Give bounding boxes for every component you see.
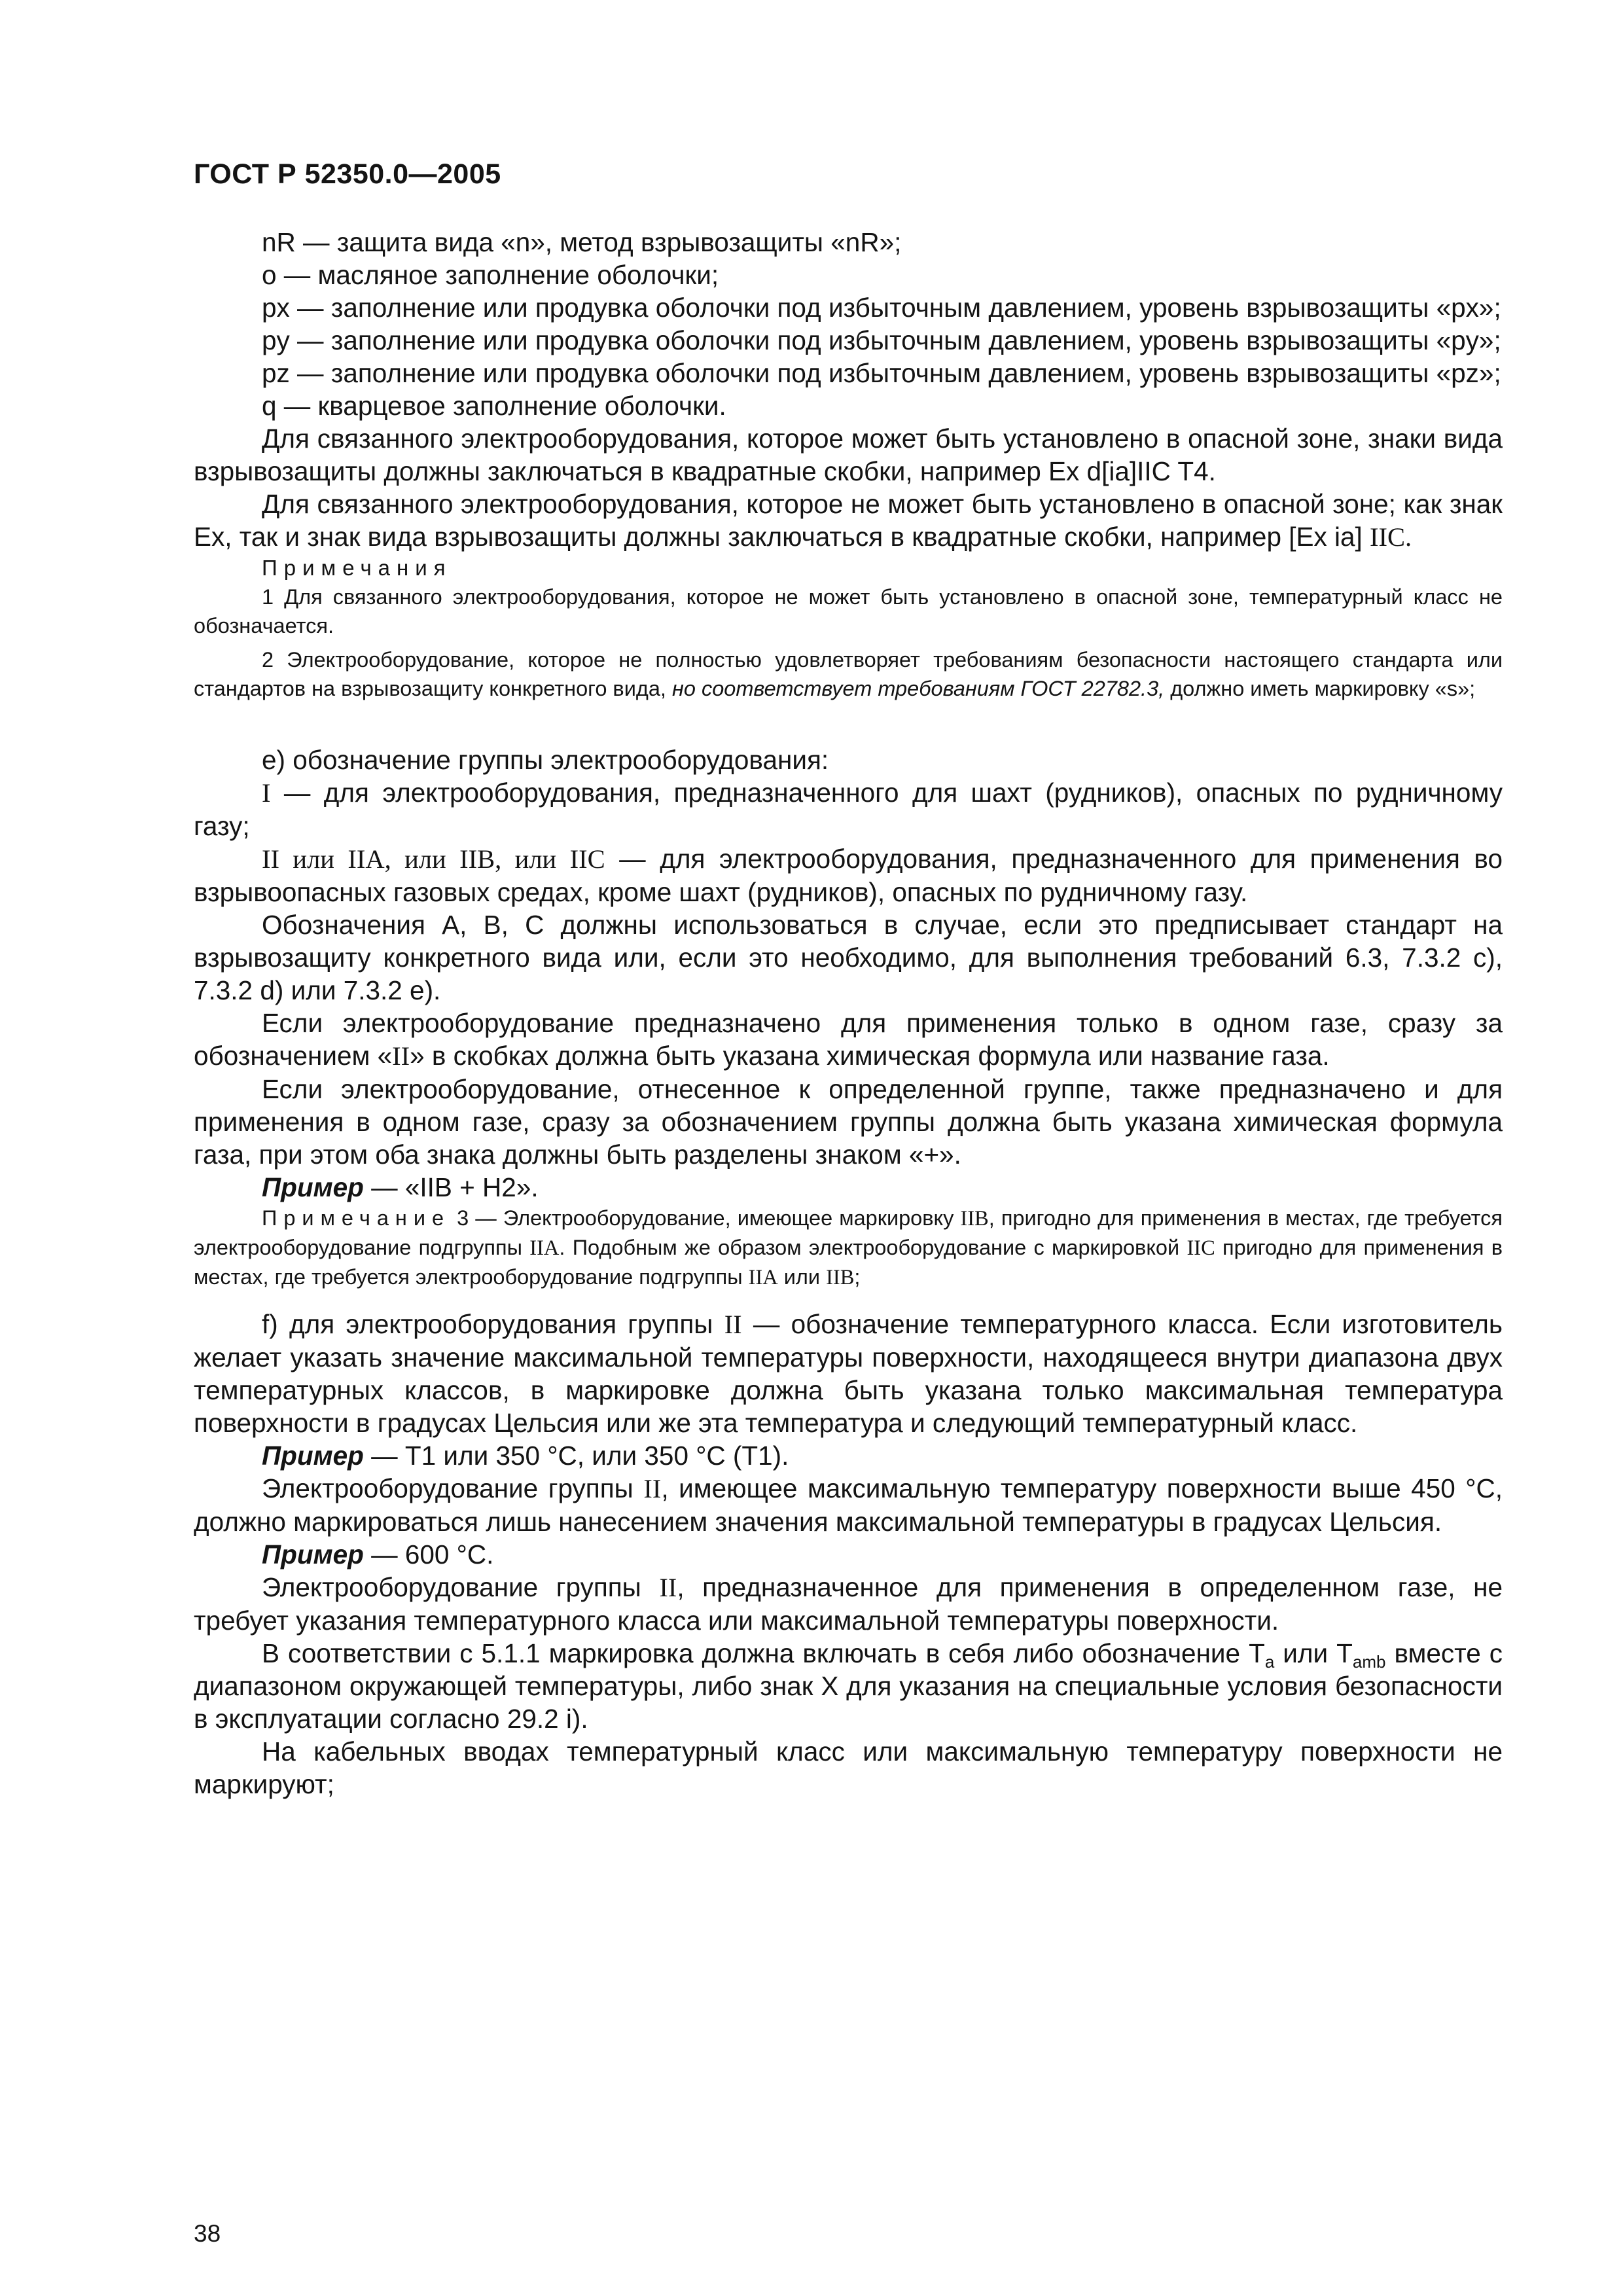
text-span: 2 Электрооборудование, которое не полностью удовлетворяет требованиям безопасности настоящего стандарта или стандартов на взрывозащиту конкретного вида, [194, 648, 1503, 700]
text-span: — «IIB + H2». [363, 1172, 539, 1202]
notes-heading: Примечания [262, 556, 452, 580]
text-span: — для электрооборудования, предназначенного для шахт (рудников), опасных по рудничному газу; [194, 778, 1503, 841]
example-temperature-class [194, 1439, 1503, 1472]
text-span: В соответствии с 5.1.1 маркировка должна включать в себя либо обозначение Т [262, 1638, 1265, 1668]
example-label: Пример [262, 1441, 364, 1471]
item-f-temperature-class [194, 1308, 1503, 1439]
group-I-definition [194, 776, 1503, 842]
text-span: Электрооборудование группы [262, 1572, 660, 1602]
document-header: ГОСТ Р 52350.0—2005 [194, 158, 501, 190]
paragraph-associated-nonhazardous [194, 488, 1503, 554]
text-span: 3 — Электрооборудование, имеющее маркировку [450, 1206, 961, 1230]
paragraph-abc-designations: Обозначения А, В, С должны использоваться в случае, если это предписывает стандарт на взрывозащиту конкретного вида или, если это необходимо, для выполнения требований 6.3, 7.3.2 с), 7.3.2 d) или 7.3.2 е). [194, 910, 1503, 1005]
note-1: 1 Для связанного электрооборудования, которое не может быть установлено в опасной зоне, температурный класс не обозначается. [194, 585, 1503, 637]
page-content [194, 226, 1503, 1801]
text-span: — для электрооборудования, предназначенного для применения во взрывоопасных газовых средах, кроме шахт (рудников), опасных по рудничному газу. [194, 844, 1503, 907]
text-span: вместе с диапазоном окружающей температуры, либо знак X для указания на специальные условия безопасности в эксплуатации согласно 29.2 i). [194, 1638, 1503, 1734]
text-span: должно иметь маркировку «s»; [1170, 677, 1476, 700]
paragraph-above-450 [194, 1472, 1503, 1538]
marking-q: q — кварцевое заполнение оболочки. [262, 391, 726, 421]
group-symbol: II [659, 1573, 677, 1602]
text-span: — обозначение температурного класса. Если изготовитель желает указать значение максимальной температуры поверхности, находящееся внутри диапазона двух температурных классов, в маркировке должна быть указана только максимальная температура поверхности в градусах Цельсия или же эта температура и следующий температурный класс. [194, 1309, 1503, 1438]
text-span: , предназначенное для применения в определенном газе, не требует указания температурного класса или максимальной температуры поверхности. [194, 1572, 1503, 1636]
paragraph-ambient-temperature [194, 1637, 1503, 1735]
marking-py: py — заполнение или продувка оболочки под избыточным давлением, уровень взрывозащиты «py»; [262, 325, 1501, 355]
text-span: — Т1 или 350 °С, или 350 °С (Т1). [363, 1441, 789, 1471]
text-span: , имеющее максимальную температуру поверхности выше 450 °С, должно маркироваться лишь нанесением значения максимальной температуры в градусах Цельсия. [194, 1473, 1503, 1537]
marking-o: o — масляное заполнение оболочки; [262, 260, 719, 290]
text-span: , пригодно для применения в местах, где требуется электрооборудование подгруппы [194, 1206, 1503, 1259]
text-span: пригодно для применения в местах, где требуется электрооборудование подгруппы [194, 1236, 1503, 1289]
group-symbol: II [643, 1474, 662, 1503]
example-group [194, 1171, 1503, 1204]
text-span: Если электрооборудование предназначено для применения только в одном газе, сразу за обозначением « [194, 1008, 1503, 1071]
group-symbol: IIA [529, 1236, 560, 1260]
italic-text: но соответствует требованиям ГОСТ 22782.3, [671, 677, 1165, 700]
group-symbol: IIC. [1370, 522, 1412, 552]
note-label: Примечание [262, 1206, 451, 1230]
paragraph-single-gas [194, 1007, 1503, 1073]
text-span: Электрооборудование группы [262, 1473, 644, 1503]
group-symbol: I [262, 778, 271, 808]
subscript: a [1264, 1652, 1275, 1672]
text-span: ; [854, 1265, 861, 1289]
group-symbol: IIB [826, 1266, 855, 1289]
text-span: или [777, 1265, 827, 1289]
subscript: amb [1352, 1652, 1386, 1672]
text-span: . Подобным же образом электрооборудование с маркировкой [559, 1236, 1187, 1259]
group-symbol: II [392, 1041, 410, 1071]
group-II-definition [194, 842, 1503, 908]
text-span: — 600 °С. [363, 1539, 494, 1570]
page-number: 38 [194, 2220, 221, 2247]
text-span: » в скобках должна быть указана химическая формула или название газа. [410, 1041, 1330, 1071]
marking-nR: nR — защита вида «n», метод взрывозащиты «nR»; [262, 227, 902, 257]
paragraph-specific-gas [194, 1571, 1503, 1637]
example-600 [194, 1538, 1503, 1571]
paragraph-cable-entries: На кабельных вводах температурный класс или максимальную температуру поверхности не маркируют; [194, 1736, 1503, 1799]
note-2 [194, 645, 1503, 703]
group-symbol: II или IIA, или IIB, или IIC [262, 844, 605, 874]
group-symbol: II [724, 1310, 742, 1339]
example-label: Пример [262, 1172, 364, 1202]
group-symbol: IIC [1186, 1236, 1215, 1260]
text-span: или Т [1274, 1638, 1353, 1668]
paragraph-associated-hazardous: Для связанного электрооборудования, которое может быть установлено в опасной зоне, знаки вида взрывозащиты должны заключаться в квадратные скобки, например Ex d[ia]IIC T4. [194, 423, 1503, 486]
marking-pz: pz — заполнение или продувка оболочки под избыточным давлением, уровень взрывозащиты «pz»; [262, 358, 1501, 388]
text-span: Для связанного электрооборудования, которое не может быть установлено в опасной зоне; как знак Ex, так и знак вида взрывозащиты должны заключаться в квадратные скобки, например [Ex ia] [194, 489, 1503, 552]
item-e-heading: е) обозначение группы электрооборудования: [262, 745, 829, 775]
marking-px: px — заполнение или продувка оболочки под избыточным давлением, уровень взрывозащиты «px»; [262, 293, 1501, 323]
text-span: f) для электрооборудования группы [262, 1309, 724, 1339]
example-label: Пример [262, 1539, 364, 1570]
group-symbol: IIB [960, 1207, 989, 1230]
paragraph-group-and-gas: Если электрооборудование, отнесенное к определенной группе, также предназначено и для применения в одном газе, сразу за обозначением группы должна быть указана химическая формула газа, при этом оба знака должны быть разделены знаком «+». [194, 1074, 1503, 1170]
note-3 [194, 1204, 1503, 1292]
group-symbol: IIA [748, 1266, 778, 1289]
